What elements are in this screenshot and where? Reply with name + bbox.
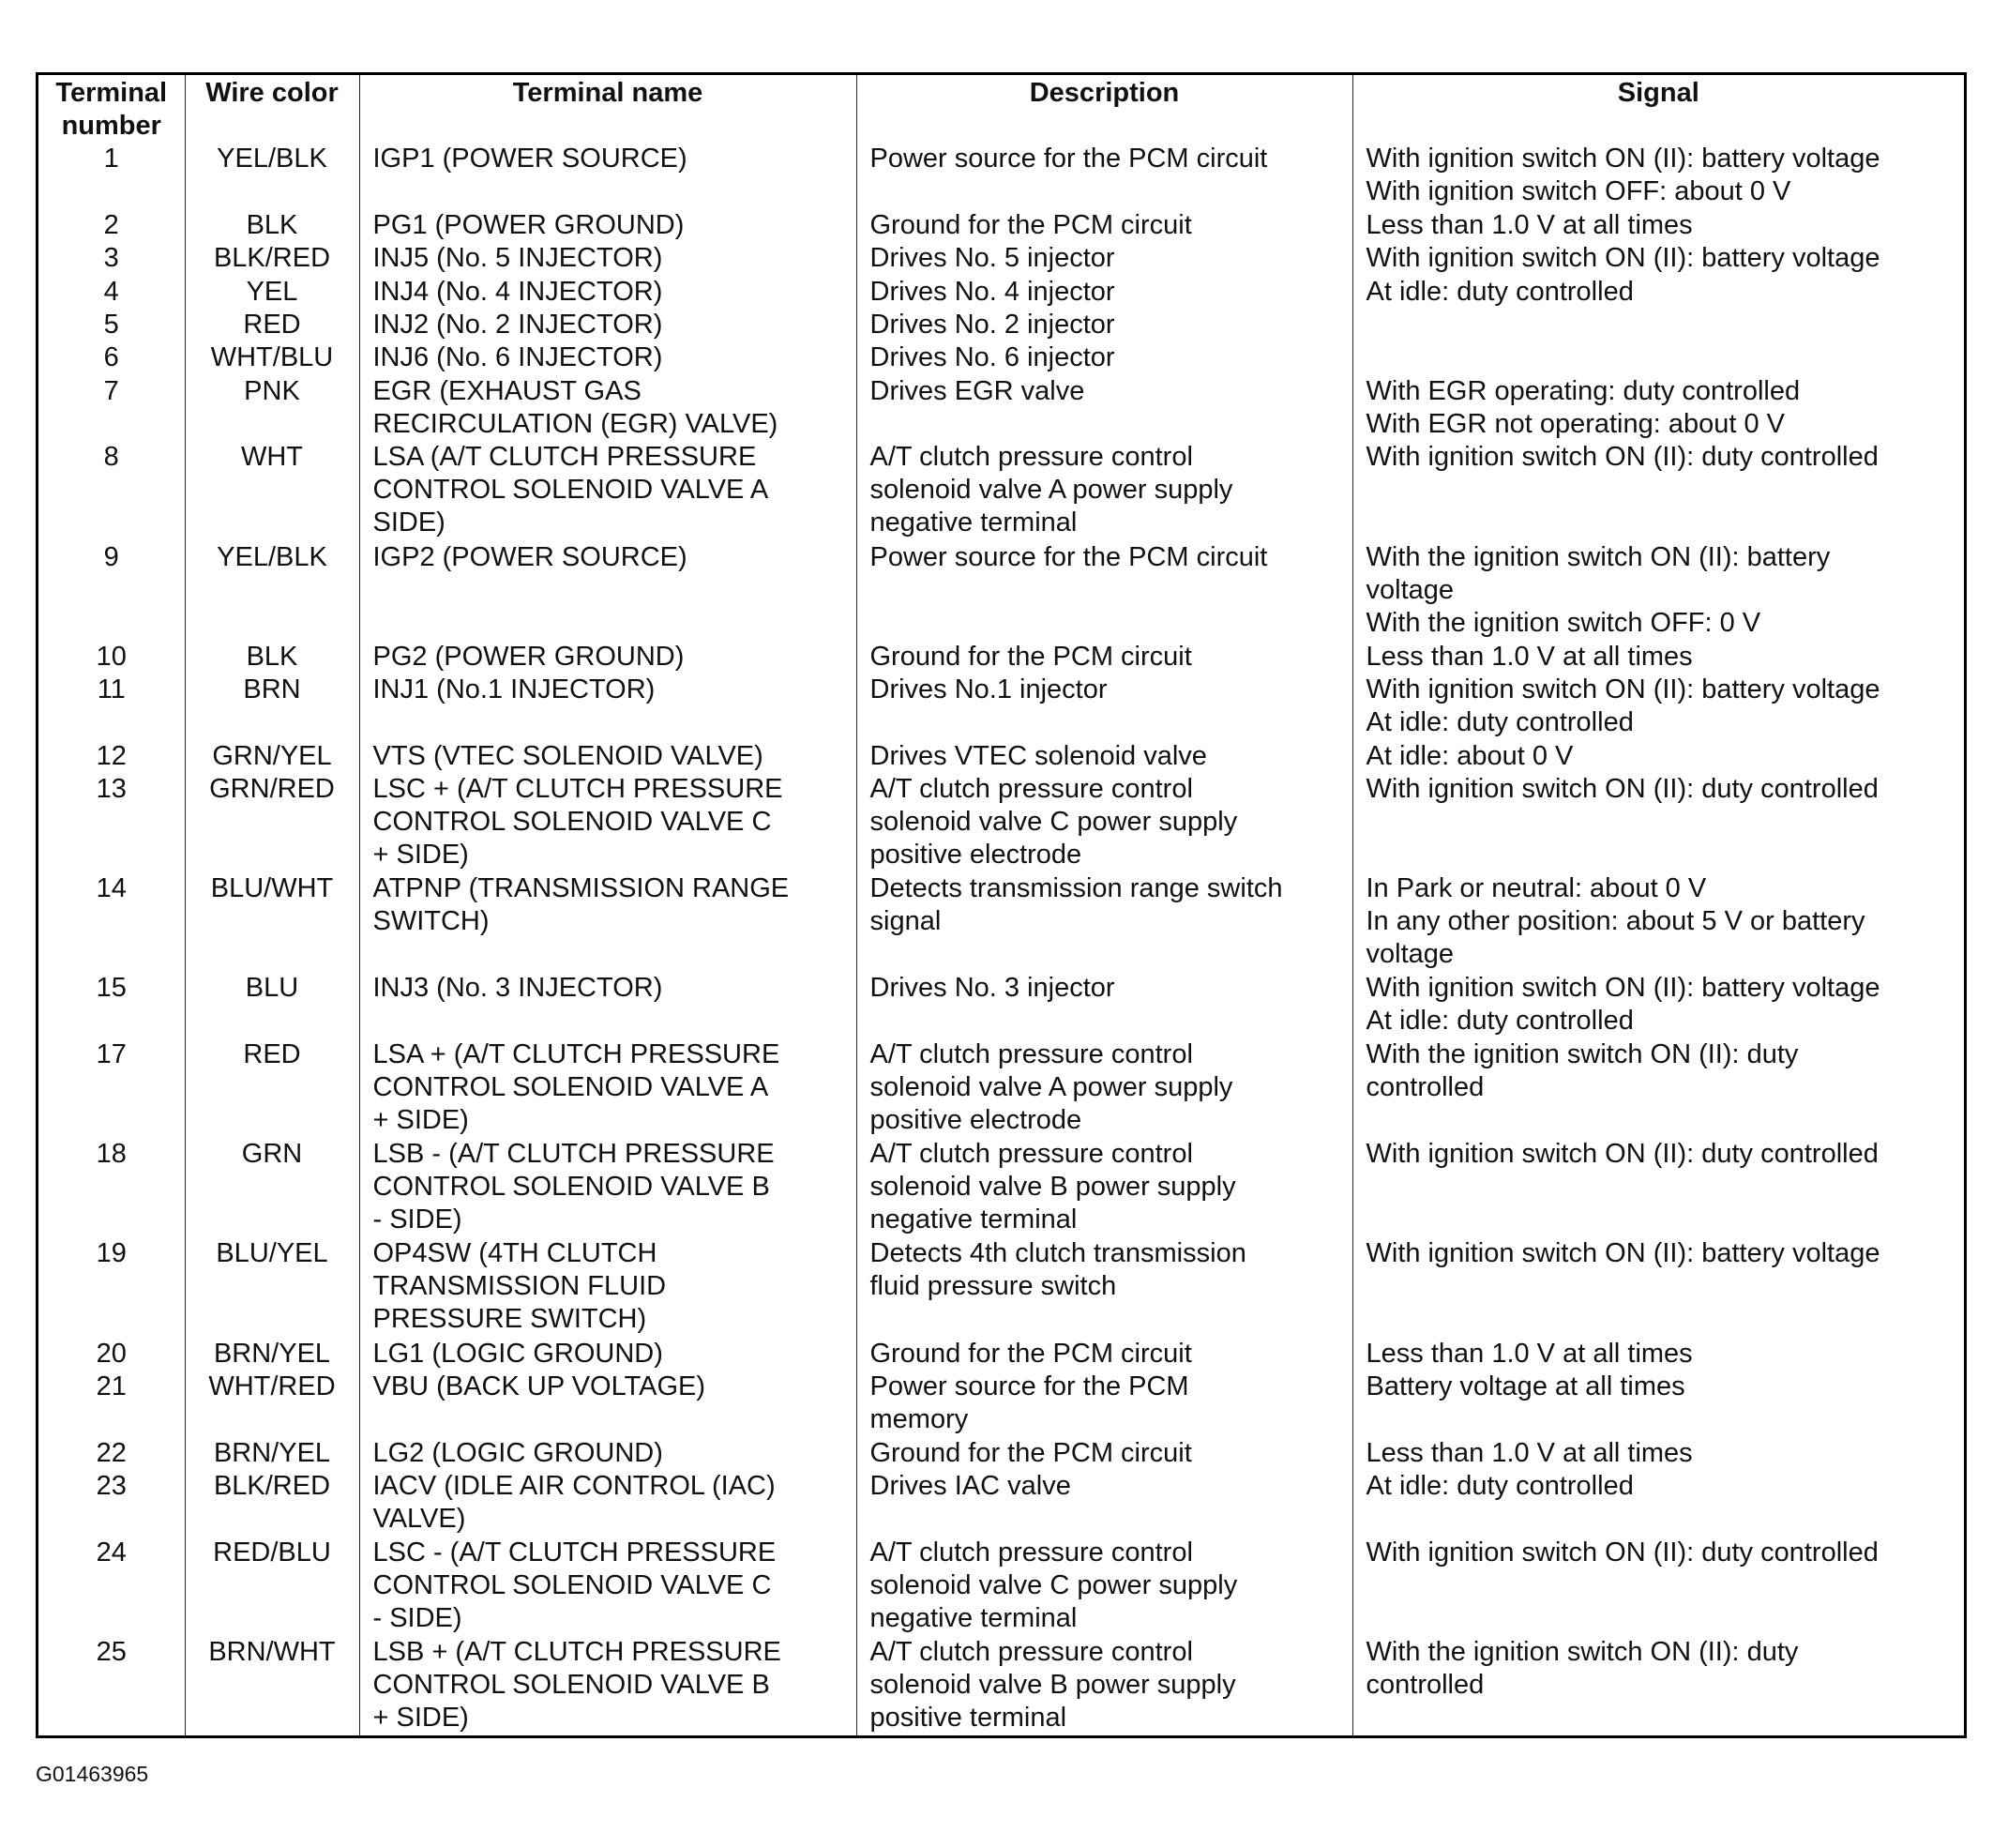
description-cell: A/T clutch pressure control solenoid valve A power supply negative terminal [856,441,1352,540]
table-row [38,541,1964,641]
wire-color-cell: YEL/BLK [185,143,359,209]
terminal-table-frame [36,72,1967,1738]
wire-color-cell: BLU/WHT [185,872,359,972]
signal-cell: With the ignition switch ON (II): battery voltage With the ignition switch OFF: 0 V [1352,541,1964,641]
terminal-number-cell: 19 [96,1238,127,1269]
terminal-name-cell: LG1 (LOGIC GROUND) [359,1338,856,1371]
signal-cell: Less than 1.0 V at all times [1352,209,1964,242]
signal-cell: Less than 1.0 V at all times [1352,1437,1964,1470]
terminal-number-cell: 14 [96,873,127,904]
terminal-number-cell: 2 [103,209,119,240]
terminal-name-cell: IGP2 (POWER SOURCE) [359,541,856,641]
description-cell: Drives No. 6 injector [856,341,1352,374]
table-header-row [38,75,1964,143]
description-cell: Drives No. 3 injector [856,972,1352,1038]
wire-color-cell: BRN/YEL [185,1338,359,1371]
terminal-number-cell: 21 [96,1371,127,1401]
signal-cell: With EGR operating: duty controlled With EGR not operating: about 0 V [1352,375,1964,442]
terminal-name-cell: PG1 (POWER GROUND) [359,209,856,242]
signal-cell: With ignition switch ON (II): battery voltage [1352,1237,1964,1337]
terminal-number-cell: 6 [103,342,119,373]
wire-color-cell: YEL/BLK [185,541,359,641]
description-cell: Drives No. 2 injector [856,309,1352,341]
terminal-number-cell: 13 [96,774,127,805]
wire-color-cell: YEL [185,276,359,309]
table-row [38,674,1964,740]
terminal-number-cell: 11 [97,674,126,704]
description-cell: Power source for the PCM circuit [856,143,1352,209]
terminal-number-cell: 3 [103,243,119,274]
terminal-number-cell: 23 [96,1471,127,1501]
table-row [38,143,1964,209]
signal-cell: Battery voltage at all times [1352,1371,1964,1437]
terminal-name-cell: OP4SW (4TH CLUTCH TRANSMISSION FLUID PRESSURE SWITCH) [359,1237,856,1337]
description-cell: Drives VTEC solenoid valve [856,740,1352,773]
figure-id: G01463965 [36,1762,149,1786]
terminal-name-cell: INJ6 (No. 6 INJECTOR) [359,341,856,374]
terminal-name-cell: PG2 (POWER GROUND) [359,641,856,674]
terminal-name-cell: IGP1 (POWER SOURCE) [359,143,856,209]
wire-color-cell: WHT/RED [185,1371,359,1437]
terminal-name-cell: LSA + (A/T CLUTCH PRESSURE CONTROL SOLENOID VALVE A + SIDE) [359,1038,856,1138]
wire-color-cell: BRN [185,674,359,740]
description-cell: A/T clutch pressure control solenoid valve B power supply negative terminal [856,1138,1352,1237]
wire-color-cell: RED [185,309,359,341]
terminal-number-cell: 9 [103,541,119,572]
table-row [38,1371,1964,1437]
terminal-number-cell: 4 [103,276,119,307]
wire-color-cell: BLU/YEL [185,1237,359,1337]
terminal-number-cell: 24 [96,1537,127,1568]
wire-color-cell: GRN/YEL [185,740,359,773]
signal-cell: Less than 1.0 V at all times [1352,641,1964,674]
description-cell: Ground for the PCM circuit [856,1338,1352,1371]
terminal-number-cell: 1 [103,144,119,174]
table-row [38,972,1964,1038]
description-cell: Drives IAC valve [856,1470,1352,1537]
table-row [38,1537,1964,1636]
terminal-name-cell: EGR (EXHAUST GAS RECIRCULATION (EGR) VALVE) [359,375,856,442]
terminal-number-cell: 8 [103,442,119,473]
wire-color-cell: GRN [185,1138,359,1237]
description-cell: Ground for the PCM circuit [856,641,1352,674]
table-row [38,740,1964,773]
signal-cell: With ignition switch ON (II): duty controlled [1352,1138,1964,1237]
signal-cell: Less than 1.0 V at all times [1352,1338,1964,1371]
terminal-number-cell: 25 [96,1636,127,1667]
description-cell: Detects 4th clutch transmission fluid pressure switch [856,1237,1352,1337]
terminal-name-cell: LSC - (A/T CLUTCH PRESSURE CONTROL SOLENOID VALVE C - SIDE) [359,1537,856,1636]
terminal-name-cell: VBU (BACK UP VOLTAGE) [359,1371,856,1437]
terminal-name-cell: LSC + (A/T CLUTCH PRESSURE CONTROL SOLENOID VALVE C + SIDE) [359,773,856,872]
terminal-name-cell: IACV (IDLE AIR CONTROL (IAC) VALVE) [359,1470,856,1537]
table-row [38,1470,1964,1537]
table-row [38,276,1964,309]
table-row [38,1437,1964,1470]
signal-cell: With ignition switch ON (II): battery voltage At idle: duty controlled [1352,674,1964,740]
terminal-number-cell: 10 [96,641,127,672]
description-cell: Drives No.1 injector [856,674,1352,740]
terminal-name-cell: LSA (A/T CLUTCH PRESSURE CONTROL SOLENOID VALVE A SIDE) [359,441,856,540]
description-cell: Drives No. 4 injector [856,276,1352,309]
header-terminal-name: Terminal name [359,75,856,143]
description-cell: A/T clutch pressure control solenoid valve B power supply positive terminal [856,1636,1352,1735]
table-body [38,143,1964,1735]
terminal-name-cell: INJ2 (No. 2 INJECTOR) [359,309,856,341]
terminal-name-cell: LG2 (LOGIC GROUND) [359,1437,856,1470]
table-row [38,1237,1964,1337]
terminal-name-cell: INJ1 (No.1 INJECTOR) [359,674,856,740]
table-row [38,773,1964,872]
terminal-number-cell: 22 [96,1437,127,1468]
description-cell: Ground for the PCM circuit [856,1437,1352,1470]
wire-color-cell: WHT [185,441,359,540]
signal-cell: At idle: about 0 V [1352,740,1964,773]
pcm-terminal-table [38,75,1964,1735]
wire-color-cell: BLK [185,209,359,242]
description-cell: Power source for the PCM circuit [856,541,1352,641]
wire-color-cell: RED [185,1038,359,1138]
table-row [38,309,1964,341]
table-row [38,242,1964,275]
wire-color-cell: BLK/RED [185,242,359,275]
terminal-number-cell: 20 [96,1338,127,1369]
description-cell: A/T clutch pressure control solenoid valve A power supply positive electrode [856,1038,1352,1138]
table-row [38,872,1964,972]
terminal-name-cell: INJ4 (No. 4 INJECTOR) [359,276,856,309]
table-row [38,375,1964,442]
wire-color-cell: BLK/RED [185,1470,359,1537]
signal-cell: In Park or neutral: about 0 V In any other position: about 5 V or battery voltage [1352,872,1964,972]
description-cell: A/T clutch pressure control solenoid valve C power supply negative terminal [856,1537,1352,1636]
signal-cell: With ignition switch ON (II): battery voltage [1352,242,1964,275]
wire-color-cell: RED/BLU [185,1537,359,1636]
header-signal: Signal [1352,75,1964,143]
signal-cell: With ignition switch ON (II): battery voltage At idle: duty controlled [1352,972,1964,1038]
terminal-name-cell: VTS (VTEC SOLENOID VALVE) [359,740,856,773]
signal-cell: With ignition switch ON (II): duty controlled [1352,773,1964,872]
terminal-number-cell: 17 [96,1039,127,1070]
terminal-number-cell: 5 [103,309,119,340]
description-cell: A/T clutch pressure control solenoid valve C power supply positive electrode [856,773,1352,872]
signal-cell: At idle: duty controlled [1352,1470,1964,1537]
terminal-number-cell: 18 [96,1139,127,1170]
wire-color-cell: BRN/WHT [185,1636,359,1735]
signal-cell [1352,341,1964,374]
signal-cell [1352,309,1964,341]
wire-color-cell: BRN/YEL [185,1437,359,1470]
description-cell: Drives No. 5 injector [856,242,1352,275]
table-row [38,1636,1964,1735]
header-description: Description [856,75,1352,143]
signal-cell: With ignition switch ON (II): battery voltage With ignition switch OFF: about 0 V [1352,143,1964,209]
header-terminal-number: Terminal number [55,78,168,141]
signal-cell: At idle: duty controlled [1352,276,1964,309]
signal-cell: With the ignition switch ON (II): duty controlled [1352,1636,1964,1735]
terminal-name-cell: ATPNP (TRANSMISSION RANGE SWITCH) [359,872,856,972]
signal-cell: With ignition switch ON (II): duty controlled [1352,1537,1964,1636]
wire-color-cell: BLK [185,641,359,674]
description-cell: Detects transmission range switch signal [856,872,1352,972]
table-row [38,209,1964,242]
table-row [38,1138,1964,1237]
header-wire-color: Wire color [185,75,359,143]
description-cell: Power source for the PCM memory [856,1371,1352,1437]
description-cell: Ground for the PCM circuit [856,209,1352,242]
terminal-name-cell: INJ5 (No. 5 INJECTOR) [359,242,856,275]
table-row [38,1338,1964,1371]
table-row [38,441,1964,540]
wire-color-cell: PNK [185,375,359,442]
table-row [38,1038,1964,1138]
signal-cell: With ignition switch ON (II): duty controlled [1352,441,1964,540]
description-cell: Drives EGR valve [856,375,1352,442]
wire-color-cell: BLU [185,972,359,1038]
terminal-number-cell: 15 [96,973,127,1004]
terminal-name-cell: INJ3 (No. 3 INJECTOR) [359,972,856,1038]
wire-color-cell: WHT/BLU [185,341,359,374]
signal-cell: With the ignition switch ON (II): duty controlled [1352,1038,1964,1138]
terminal-number-cell: 12 [96,740,127,771]
table-row [38,641,1964,674]
table-row [38,341,1964,374]
terminal-number-cell: 7 [103,375,119,406]
terminal-name-cell: LSB + (A/T CLUTCH PRESSURE CONTROL SOLENOID VALVE B + SIDE) [359,1636,856,1735]
terminal-name-cell: LSB - (A/T CLUTCH PRESSURE CONTROL SOLENOID VALVE B - SIDE) [359,1138,856,1237]
wire-color-cell: GRN/RED [185,773,359,872]
